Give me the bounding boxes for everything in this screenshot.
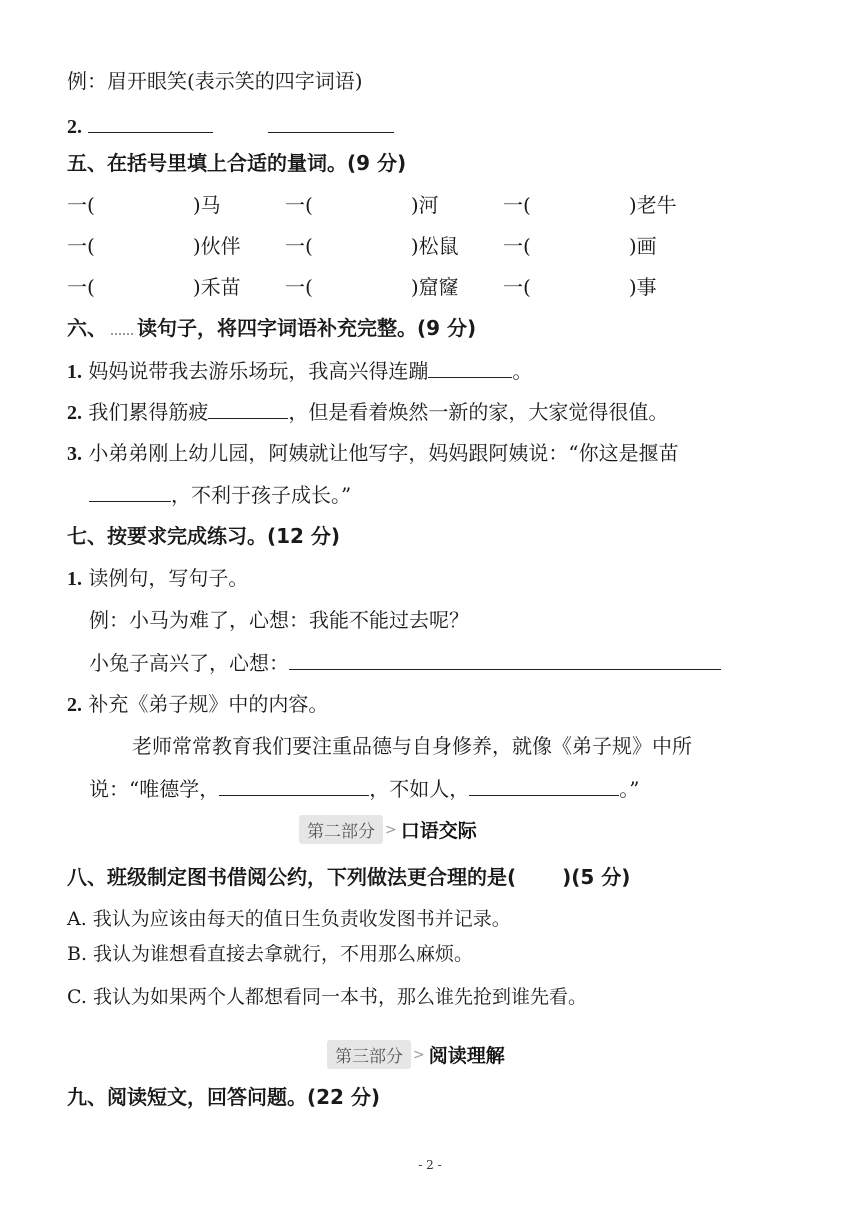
section-6-heading [67, 313, 820, 343]
item-prefix: 一( [67, 193, 95, 217]
answer-blank[interactable] [89, 479, 171, 502]
measure-word-row [67, 272, 827, 302]
question-text-end: 。 [512, 359, 533, 383]
measure-word-item [285, 190, 439, 220]
sec6-question-1 [67, 355, 820, 387]
measure-word-row [67, 231, 827, 261]
sec7-question-2 [67, 689, 820, 720]
item-suffix: )伙伴 [192, 234, 241, 258]
sec7-question-1 [67, 563, 820, 594]
answer-blank[interactable] [208, 396, 288, 419]
section-7-heading: 七、按要求完成练习。(12 分) [67, 524, 341, 548]
paragraph-text: 。” [619, 777, 640, 801]
item-suffix: )河 [410, 193, 439, 217]
answer-blank[interactable] [428, 355, 512, 378]
dotted-mark [111, 325, 133, 335]
item-prefix: 一( [285, 275, 313, 299]
item-prefix: 一( [285, 193, 313, 217]
section-8-heading [67, 862, 820, 892]
option-b[interactable]: B. 我认为谁想看直接去拿就行，不用那么麻烦。 [67, 943, 474, 965]
question-text: 读例句，写句子。 [88, 566, 249, 590]
question-number: 1. [67, 568, 82, 590]
measure-word-item [67, 272, 241, 302]
part-label: 第二部分 [299, 815, 383, 844]
item-2-number: 2. [67, 116, 82, 138]
question-text-end: ，但是看着焕然一新的家，大家觉得很值。 [288, 400, 669, 424]
item-suffix: )禾苗 [192, 275, 241, 299]
heading-text-end: )(5 分) [562, 865, 631, 889]
answer-blank[interactable] [268, 110, 394, 133]
question-text: 妈妈说带我去游乐场玩，我高兴得连蹦 [88, 359, 429, 383]
item-prefix: 一( [503, 193, 531, 217]
item-prefix: 一( [503, 275, 531, 299]
item-suffix: )老牛 [628, 193, 677, 217]
measure-word-item [503, 272, 657, 302]
part-title: 口语交际 [400, 820, 477, 842]
question-number: 1. [67, 361, 82, 383]
answer-blank[interactable] [289, 647, 721, 670]
item-suffix: )松鼠 [410, 234, 459, 258]
measure-word-row [67, 190, 827, 220]
answer-blank[interactable] [469, 773, 619, 796]
item-suffix: )事 [628, 275, 657, 299]
question-text-end: ，不利于孩子成长。” [171, 483, 352, 507]
chevron-right-icon: > [385, 821, 397, 838]
item-suffix: )窟窿 [410, 275, 459, 299]
measure-word-item [67, 190, 221, 220]
example-text: 例：眉开眼笑(表示笑的四字词语) [67, 69, 363, 93]
page-number: - 2 - [418, 1158, 442, 1172]
part-title: 阅读理解 [428, 1045, 505, 1067]
sec7-paragraph [67, 731, 820, 761]
sec7-rabbit-line [67, 647, 820, 678]
example-line [67, 66, 820, 96]
prompt-text: 小兔子高兴了，心想： [89, 651, 289, 675]
sec6-question-3 [67, 438, 820, 469]
item-prefix: 一( [285, 234, 313, 258]
item-suffix: )马 [192, 193, 221, 217]
option-c[interactable]: C. 我认为如果两个人都想看同一本书，那么谁先抢到谁先看。 [67, 986, 587, 1008]
section-9-heading: 九、阅读短文，回答问题。(22 分) [67, 1085, 381, 1109]
question-number: 2. [67, 402, 82, 424]
paragraph-text: 说：“唯德学， [89, 777, 220, 801]
measure-word-item [285, 272, 459, 302]
question-text: 补充《弟子规》中的内容。 [88, 692, 329, 716]
item-prefix: 一( [67, 275, 95, 299]
sec6-question-2 [67, 396, 820, 428]
item-2-line [67, 110, 820, 142]
example-sentence: 例：小马为难了，心想：我能不能过去呢？ [89, 608, 469, 632]
answer-blank[interactable] [88, 110, 213, 133]
question-number: 3. [67, 443, 82, 465]
heading-prefix: 六、 [67, 316, 107, 340]
sec7-paragraph-cont [67, 773, 820, 804]
heading-text: 八、班级制定图书借阅公约，下列做法更合理的是( [67, 865, 517, 889]
measure-word-item [285, 231, 459, 261]
part-3-tag [327, 1040, 505, 1069]
measure-word-item [67, 231, 241, 261]
paragraph-text: ，不如人， [369, 777, 470, 801]
item-prefix: 一( [67, 234, 95, 258]
chevron-right-icon: > [413, 1046, 425, 1063]
item-prefix: 一( [503, 234, 531, 258]
item-suffix: )画 [628, 234, 657, 258]
heading-text: 读句子，将四字词语补充完整。(9 分) [137, 316, 477, 340]
measure-word-item [503, 190, 677, 220]
part-label: 第三部分 [327, 1040, 411, 1069]
question-number: 2. [67, 694, 82, 716]
question-text: 我们累得筋疲 [88, 400, 209, 424]
option-a[interactable]: A. 我认为应该由每天的值日生负责收发图书并记录。 [67, 908, 511, 930]
part-2-tag [299, 815, 477, 844]
sec7-example [67, 605, 820, 635]
answer-blank[interactable] [219, 773, 369, 796]
question-text: 小弟弟刚上幼儿园，阿姨就让他写字，妈妈跟阿姨说：“你这是揠苗 [88, 441, 679, 465]
section-5-heading: 五、在括号里填上合适的量词。(9 分) [67, 151, 407, 175]
measure-word-item [503, 231, 657, 261]
sec6-question-3-cont [67, 479, 820, 510]
paragraph-text: 老师常常教育我们要注重品德与自身修养，就像《弟子规》中所 [132, 734, 692, 758]
